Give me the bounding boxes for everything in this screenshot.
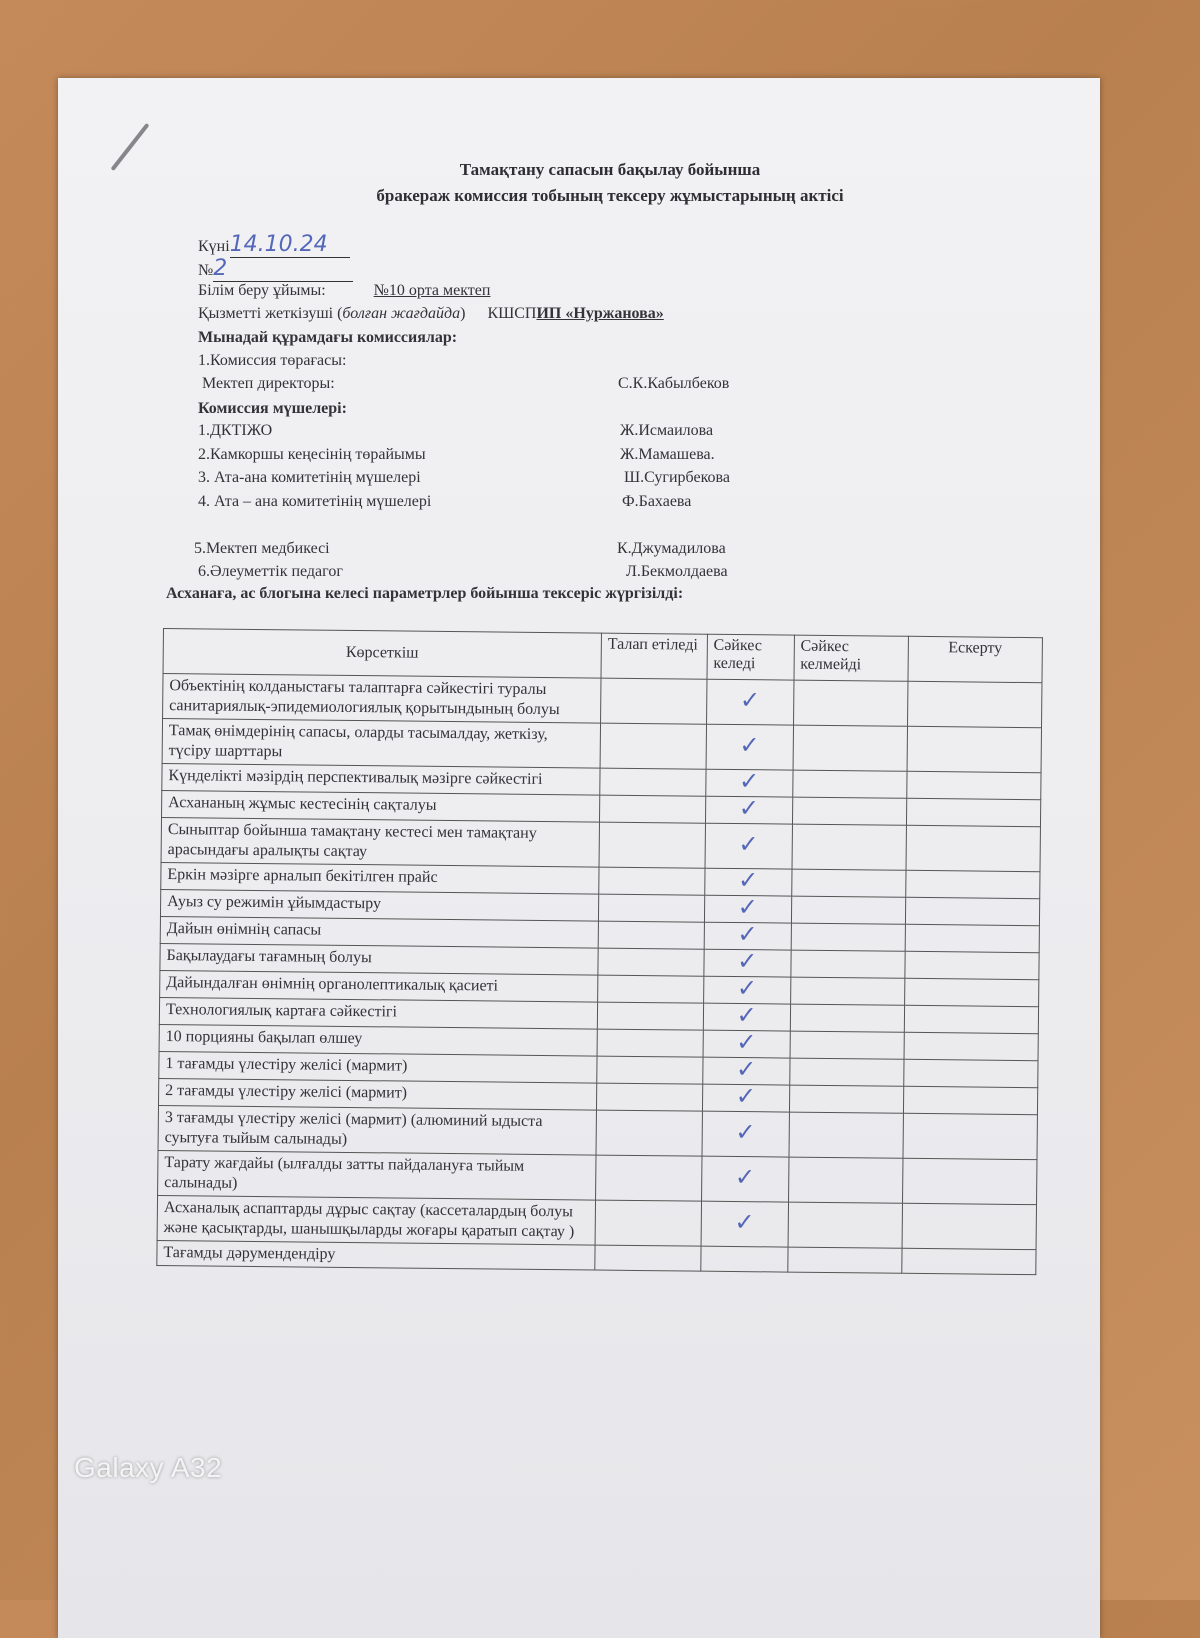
row-note-cell	[904, 1005, 1038, 1033]
row-note-cell	[903, 1113, 1038, 1159]
row-indicator: Сыныптар бойынша тамақтану кестесі мен тамақтану арасындағы аралықты сақтау	[161, 817, 599, 867]
row-required-cell	[598, 894, 704, 922]
check-mark-icon: ✓	[738, 830, 759, 859]
commission-heading: Мынадай құрамдағы комиссиялар:	[198, 329, 458, 346]
row-indicator: Дайындалған өнімнің органолептикалық қасиеті	[160, 970, 598, 1002]
row-compliant-cell	[706, 679, 793, 725]
row-compliant-cell	[704, 922, 791, 950]
row-note-cell	[907, 771, 1041, 799]
row-noncompliant-cell	[790, 1031, 904, 1059]
row-compliant-cell	[705, 823, 792, 869]
row-note-cell	[904, 978, 1038, 1006]
row-noncompliant-cell	[793, 680, 908, 726]
row-indicator: Асхананың жұмыс кестесінің сақталуы	[162, 790, 600, 822]
provider-label-end: )	[460, 305, 466, 322]
row-indicator: Еркін мәзірге арналып бекітілген прайс	[161, 862, 599, 894]
row-required-cell	[597, 1029, 703, 1057]
row-compliant-cell	[702, 1057, 789, 1085]
check-mark-icon: ✓	[739, 731, 760, 760]
title-line-2: бракераж комиссия тобының тексеру жұмыстарының актісі	[376, 186, 844, 205]
row-noncompliant-cell	[787, 1247, 901, 1273]
row-required-cell	[598, 948, 704, 976]
org-row	[198, 282, 490, 300]
member-name-3: Ш.Сугирбекова	[624, 469, 730, 486]
check-mark-icon: ✓	[735, 1082, 757, 1111]
row-noncompliant-cell	[792, 824, 907, 870]
row-note-cell	[902, 1158, 1037, 1204]
row-note-cell	[906, 825, 1041, 871]
row-compliant-cell	[703, 1030, 790, 1058]
row-note-cell	[904, 1032, 1038, 1060]
row-indicator: 3 тағамды үлестіру желісі (мармит) (алюминий ыдыста суытуға тыйым салынады)	[158, 1105, 596, 1155]
member-name-4: Ф.Бахаева	[622, 493, 692, 510]
row-noncompliant-cell	[790, 1004, 904, 1032]
row-note-cell	[905, 951, 1039, 979]
row-required-cell	[595, 1200, 701, 1246]
row-indicator: Объектінің колданыстағы талаптарға сәйкестігі туралы санитариялық-эпидемиологиялық қорытындының болуы	[163, 674, 601, 724]
row-noncompliant-cell	[792, 770, 906, 798]
check-mark-icon: ✓	[737, 947, 758, 976]
row-indicator: Тағамды дәрумендендіру	[157, 1240, 595, 1270]
member-name-2: Ж.Мамашева.	[620, 446, 715, 463]
inspection-heading: Асханаға, ас блогына келесі параметрлер бойынша тексеріс жүргізілді:	[166, 585, 684, 602]
check-mark-icon: ✓	[737, 893, 759, 922]
row-required-cell	[595, 1155, 701, 1201]
row-noncompliant-cell	[791, 950, 905, 978]
check-mark-icon: ✓	[736, 1028, 757, 1057]
row-noncompliant-cell	[789, 1085, 903, 1113]
member-role-5: 5.Мектеп медбикесі	[194, 540, 330, 557]
row-indicator: 1 тағамды үлестіру желісі (мармит)	[159, 1051, 597, 1083]
check-mark-icon: ✓	[734, 1208, 755, 1237]
row-note-cell	[904, 1059, 1038, 1087]
date-label: Күні	[198, 238, 230, 255]
row-required-cell	[599, 867, 705, 895]
row-compliant-cell	[706, 769, 793, 797]
row-required-cell	[596, 1083, 702, 1111]
header-note: Ескерту	[908, 636, 1043, 682]
member-name-6: Л.Бекмолдаева	[626, 563, 728, 580]
row-required-cell	[600, 723, 706, 769]
row-note-cell	[907, 726, 1042, 772]
provider-label: Қызметті жеткізуші (	[198, 305, 343, 322]
row-compliant-cell	[704, 895, 791, 923]
row-required-cell	[597, 1002, 703, 1030]
chair-label: 1.Комиссия төрағасы:	[198, 352, 347, 369]
row-noncompliant-cell	[789, 1112, 904, 1158]
provider-row	[198, 305, 664, 323]
check-mark-icon: ✓	[735, 1118, 756, 1147]
provider-prefix: КШСП	[487, 305, 537, 322]
date-row	[198, 232, 350, 258]
inspection-table	[156, 628, 1043, 1275]
org-value: №10 орта мектеп	[373, 282, 491, 299]
row-noncompliant-cell	[788, 1157, 903, 1203]
row-note-cell	[905, 924, 1039, 952]
row-noncompliant-cell	[789, 1058, 903, 1086]
row-indicator: Тамақ өнімдерінің сапасы, оларды тасымалдау, жеткізу, түсіру шарттары	[162, 719, 600, 769]
row-indicator: Күнделікті мәзірдің перспективалық мәзірге сәйкестігі	[162, 763, 600, 795]
row-indicator: Бақылаудағы тағамның болуы	[160, 943, 598, 975]
row-noncompliant-cell	[791, 896, 905, 924]
members-heading: Комиссия мүшелері:	[198, 400, 347, 417]
row-required-cell	[599, 822, 705, 868]
provider-italic: болған жағдайда	[342, 305, 461, 322]
row-note-cell	[903, 1086, 1037, 1114]
row-noncompliant-cell	[791, 923, 905, 951]
row-noncompliant-cell	[793, 725, 908, 771]
row-noncompliant-cell	[791, 869, 905, 897]
row-required-cell	[596, 1110, 702, 1156]
row-indicator: 2 тағамды үлестіру желісі (мармит)	[158, 1078, 596, 1110]
row-compliant-cell	[701, 1246, 788, 1272]
row-required-cell	[600, 768, 706, 796]
member-role-4: 4. Ата – ана комитетінің мүшелері	[198, 493, 432, 510]
member-name-1: Ж.Исмаилова	[620, 422, 714, 439]
director-name: С.К.Кабылбеков	[618, 375, 730, 392]
check-mark-icon: ✓	[739, 686, 761, 715]
check-mark-icon: ✓	[737, 866, 759, 895]
row-compliant-cell	[705, 796, 792, 824]
row-note-cell	[905, 897, 1039, 925]
check-mark-icon: ✓	[738, 767, 760, 796]
check-mark-icon: ✓	[737, 920, 758, 949]
check-mark-icon: ✓	[736, 1001, 757, 1030]
table-body	[157, 674, 1042, 1275]
member-name-5: К.Джумадилова	[617, 540, 726, 557]
check-mark-icon: ✓	[738, 794, 760, 823]
row-indicator: Технологиялық картаға сәйкестігі	[159, 997, 597, 1029]
row-note-cell	[906, 798, 1040, 826]
header-noncompliant: Сәйкес келмейді	[794, 635, 909, 681]
row-compliant-cell	[704, 949, 791, 977]
row-required-cell	[598, 975, 704, 1003]
header-indicator: Көрсеткіш	[163, 629, 601, 679]
row-noncompliant-cell	[788, 1202, 903, 1248]
row-indicator: Ауыз су режимін ұйымдастыру	[160, 889, 598, 921]
member-role-6: 6.Әлеуметтік педагог	[198, 563, 343, 580]
row-note-cell	[902, 1248, 1036, 1274]
row-compliant-cell	[703, 976, 790, 1004]
row-indicator: 10 порцияны бақылап өлшеу	[159, 1024, 597, 1056]
member-role-2: 2.Камкоршы кеңесінің төрайымы	[198, 446, 426, 463]
row-compliant-cell	[703, 1003, 790, 1031]
row-compliant-cell	[702, 1084, 789, 1112]
header-compliant: Сәйкес келеді	[707, 634, 794, 680]
row-note-cell	[902, 1203, 1037, 1249]
provider-value: ИП «Нуржанова»	[536, 305, 664, 322]
row-required-cell	[599, 795, 705, 823]
header-required: Талап етіледі	[601, 633, 707, 679]
row-compliant-cell	[706, 724, 793, 770]
row-noncompliant-cell	[790, 977, 904, 1005]
row-indicator: Асханалық аспаптарды дұрыс сақтау (кассеталардың болуы және қасықтарды, шанышқыларды жоғары қаратып сақтау )	[157, 1195, 595, 1245]
number-row	[198, 256, 353, 282]
row-indicator: Тарату жағдайы (ылғалды затты пайдалануға тыйым салынады)	[158, 1150, 596, 1200]
row-compliant-cell	[701, 1156, 788, 1202]
date-value: 14.10.24	[229, 232, 328, 257]
row-compliant-cell	[702, 1111, 789, 1157]
row-noncompliant-cell	[792, 797, 906, 825]
row-required-cell	[598, 921, 704, 949]
title-line-1: Тамақтану сапасын бақылау бойынша	[459, 160, 761, 179]
org-label: Білім беру ұйымы:	[198, 282, 326, 299]
check-mark-icon: ✓	[734, 1163, 756, 1192]
row-compliant-cell	[701, 1201, 788, 1247]
check-mark-icon: ✓	[736, 974, 758, 1003]
device-watermark: Galaxy A32	[74, 1452, 223, 1483]
row-note-cell	[907, 681, 1042, 727]
row-required-cell	[595, 1245, 701, 1271]
member-role-3: 3. Ата-ана комитетінің мүшелері	[198, 469, 421, 486]
row-indicator: Дайын өнімнің сапасы	[160, 916, 598, 948]
row-required-cell	[600, 678, 706, 724]
director-label: Мектеп директоры:	[202, 375, 335, 392]
row-required-cell	[597, 1056, 703, 1084]
number-label: №	[198, 262, 214, 279]
member-role-1: 1.ДКТІЖО	[198, 422, 273, 439]
row-compliant-cell	[704, 868, 791, 896]
row-note-cell	[906, 870, 1040, 898]
check-mark-icon: ✓	[735, 1055, 757, 1084]
number-value: 2	[213, 256, 228, 281]
